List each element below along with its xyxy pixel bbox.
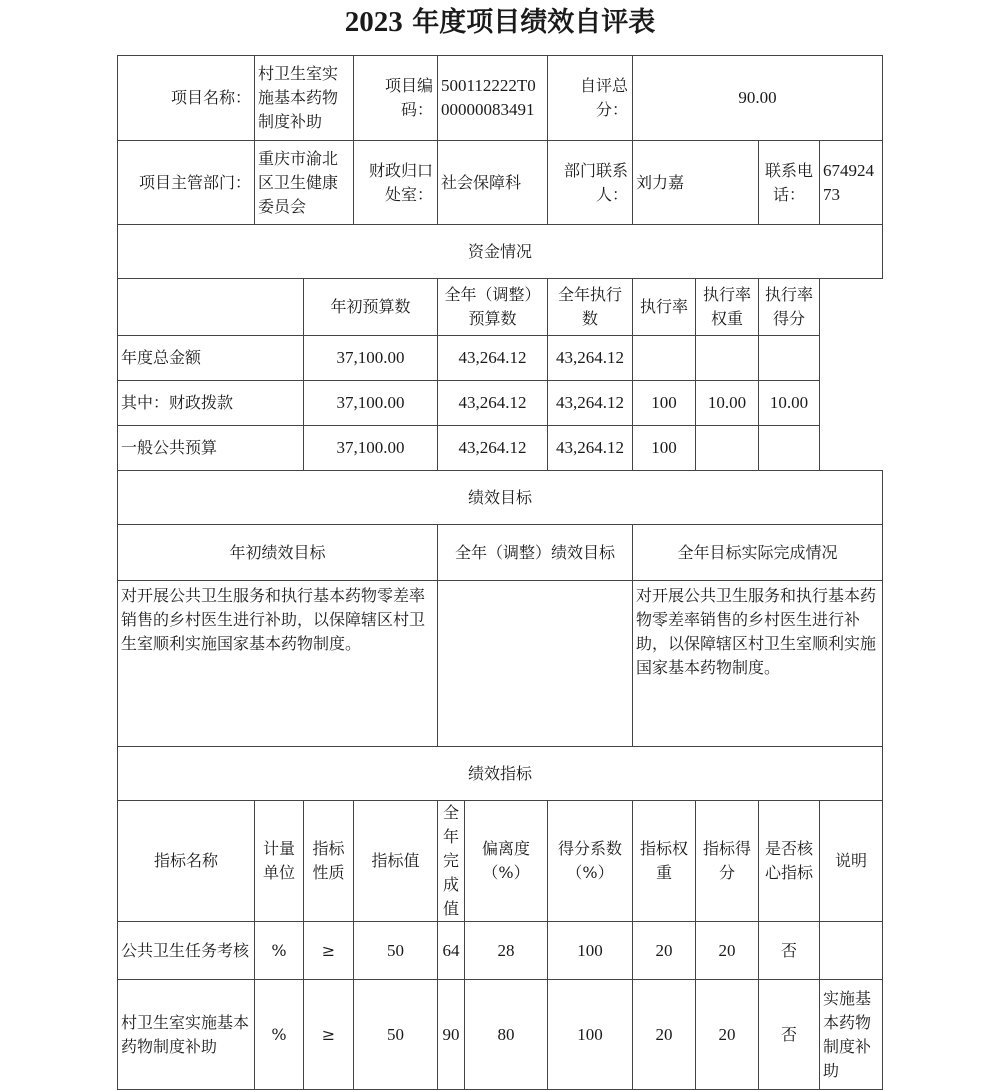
ind-unit: % xyxy=(255,980,304,1090)
funds-row-initial: 37,100.00 xyxy=(304,381,438,426)
funds-row-weight xyxy=(696,336,759,381)
ind-header-score: 指标得分 xyxy=(696,801,759,922)
funds-row-rate xyxy=(633,336,696,381)
funds-row-executed: 43,264.12 xyxy=(548,381,633,426)
phone-value: 67492473 xyxy=(820,141,883,225)
info-row-1 xyxy=(118,56,883,141)
goals-row xyxy=(118,581,883,747)
ind-score: 20 xyxy=(696,922,759,980)
ind-header-target: 指标值 xyxy=(354,801,438,922)
funds-header-rate: 执行率 xyxy=(633,279,696,336)
indicator-row xyxy=(118,980,883,1090)
project-code-value: 500112222T000000083491 xyxy=(438,56,548,141)
funds-row-rate: 100 xyxy=(633,381,696,426)
project-name-label: 项目名称： xyxy=(118,56,255,141)
goals-initial: 对开展公共卫生服务和执行基本药物零差率销售的乡村医生进行补助，以保障辖区村卫生室顺利实施国家基本药物制度。 xyxy=(118,581,438,747)
ind-name: 公共卫生任务考核 xyxy=(118,922,255,980)
info-row-2 xyxy=(118,141,883,225)
goals-header-adjusted: 全年（调整）绩效目标 xyxy=(438,525,633,581)
funds-header-blank xyxy=(118,279,304,336)
ind-header-unit: 计量单位 xyxy=(255,801,304,922)
funds-row xyxy=(118,381,883,426)
ind-coef: 100 xyxy=(548,980,633,1090)
funds-row-label: 一般公共预算 xyxy=(118,426,304,471)
funds-row-score xyxy=(759,426,820,471)
funds-row-adjusted: 43,264.12 xyxy=(438,426,548,471)
ind-deviation: 80 xyxy=(465,980,548,1090)
ind-weight: 20 xyxy=(633,922,696,980)
ind-note xyxy=(820,922,883,980)
funds-row-score xyxy=(759,336,820,381)
indicators-header-row xyxy=(118,801,883,922)
funds-row-weight xyxy=(696,426,759,471)
ind-core: 否 xyxy=(759,922,820,980)
ind-nature: ≥ xyxy=(304,922,354,980)
goals-header-row xyxy=(118,525,883,581)
ind-coef: 100 xyxy=(548,922,633,980)
funds-section-title: 资金情况 xyxy=(118,225,883,279)
ind-header-note: 说明 xyxy=(820,801,883,922)
self-score-value: 90.00 xyxy=(633,56,883,141)
funds-header-executed: 全年执行数 xyxy=(548,279,633,336)
ind-weight: 20 xyxy=(633,980,696,1090)
indicators-section-title: 绩效指标 xyxy=(118,747,883,801)
self-score-label: 自评总分： xyxy=(548,56,633,141)
ind-deviation: 28 xyxy=(465,922,548,980)
funds-row-adjusted: 43,264.12 xyxy=(438,381,548,426)
dept-value: 重庆市渝北区卫生健康委员会 xyxy=(255,141,354,225)
funds-row-adjusted: 43,264.12 xyxy=(438,336,548,381)
goals-section-title: 绩效目标 xyxy=(118,471,883,525)
goals-adjusted xyxy=(438,581,633,747)
funds-row-initial: 37,100.00 xyxy=(304,336,438,381)
goals-header-initial: 年初绩效目标 xyxy=(118,525,438,581)
ind-unit: % xyxy=(255,922,304,980)
ind-name: 村卫生室实施基本药物制度补助 xyxy=(118,980,255,1090)
ind-actual: 90 xyxy=(438,980,465,1090)
funds-row-weight: 10.00 xyxy=(696,381,759,426)
funds-row-rate: 100 xyxy=(633,426,696,471)
contact-label: 部门联系人： xyxy=(548,141,633,225)
funds-header-adjusted: 全年（调整）预算数 xyxy=(438,279,548,336)
ind-nature: ≥ xyxy=(304,980,354,1090)
finance-office-value: 社会保障科 xyxy=(438,141,548,225)
evaluation-table xyxy=(117,55,883,1090)
ind-core: 否 xyxy=(759,980,820,1090)
funds-row-executed: 43,264.12 xyxy=(548,336,633,381)
title-text: 年度项目绩效自评表 xyxy=(412,7,656,38)
indicators-section-row xyxy=(118,747,883,801)
funds-row-label: 年度总金额 xyxy=(118,336,304,381)
ind-header-deviation: 偏离度（%） xyxy=(465,801,548,922)
funds-row-initial: 37,100.00 xyxy=(304,426,438,471)
funds-header-score: 执行率得分 xyxy=(759,279,820,336)
project-code-label: 项目编码： xyxy=(354,56,438,141)
ind-header-name: 指标名称 xyxy=(118,801,255,922)
ind-actual: 64 xyxy=(438,922,465,980)
goals-section-row xyxy=(118,471,883,525)
funds-row xyxy=(118,426,883,471)
ind-target: 50 xyxy=(354,980,438,1090)
project-name-value: 村卫生室实施基本药物制度补助 xyxy=(255,56,354,141)
ind-header-weight: 指标权重 xyxy=(633,801,696,922)
funds-header-weight: 执行率权重 xyxy=(696,279,759,336)
funds-header-row xyxy=(118,279,883,336)
funds-row-score: 10.00 xyxy=(759,381,820,426)
funds-header-initial: 年初预算数 xyxy=(304,279,438,336)
page-title xyxy=(0,2,1000,43)
finance-office-label: 财政归口处室： xyxy=(354,141,438,225)
title-year: 2023 xyxy=(344,6,403,38)
indicator-row xyxy=(118,922,883,980)
ind-header-core: 是否核心指标 xyxy=(759,801,820,922)
ind-header-coef: 得分系数（%） xyxy=(548,801,633,922)
funds-row-label: 其中：财政拨款 xyxy=(118,381,304,426)
funds-row-executed: 43,264.12 xyxy=(548,426,633,471)
phone-label: 联系电话： xyxy=(759,141,820,225)
funds-section-row xyxy=(118,225,883,279)
contact-value: 刘力嘉 xyxy=(633,141,759,225)
ind-score: 20 xyxy=(696,980,759,1090)
funds-row xyxy=(118,336,883,381)
goals-actual: 对开展公共卫生服务和执行基本药物零差率销售的乡村医生进行补助，以保障辖区村卫生室顺利实施国家基本药物制度。 xyxy=(633,581,883,747)
ind-header-nature: 指标性质 xyxy=(304,801,354,922)
goals-header-actual: 全年目标实际完成情况 xyxy=(633,525,883,581)
dept-label: 项目主管部门： xyxy=(118,141,255,225)
ind-header-actual: 全年完成值 xyxy=(438,801,465,922)
ind-note: 实施基本药物制度补助 xyxy=(820,980,883,1090)
ind-target: 50 xyxy=(354,922,438,980)
